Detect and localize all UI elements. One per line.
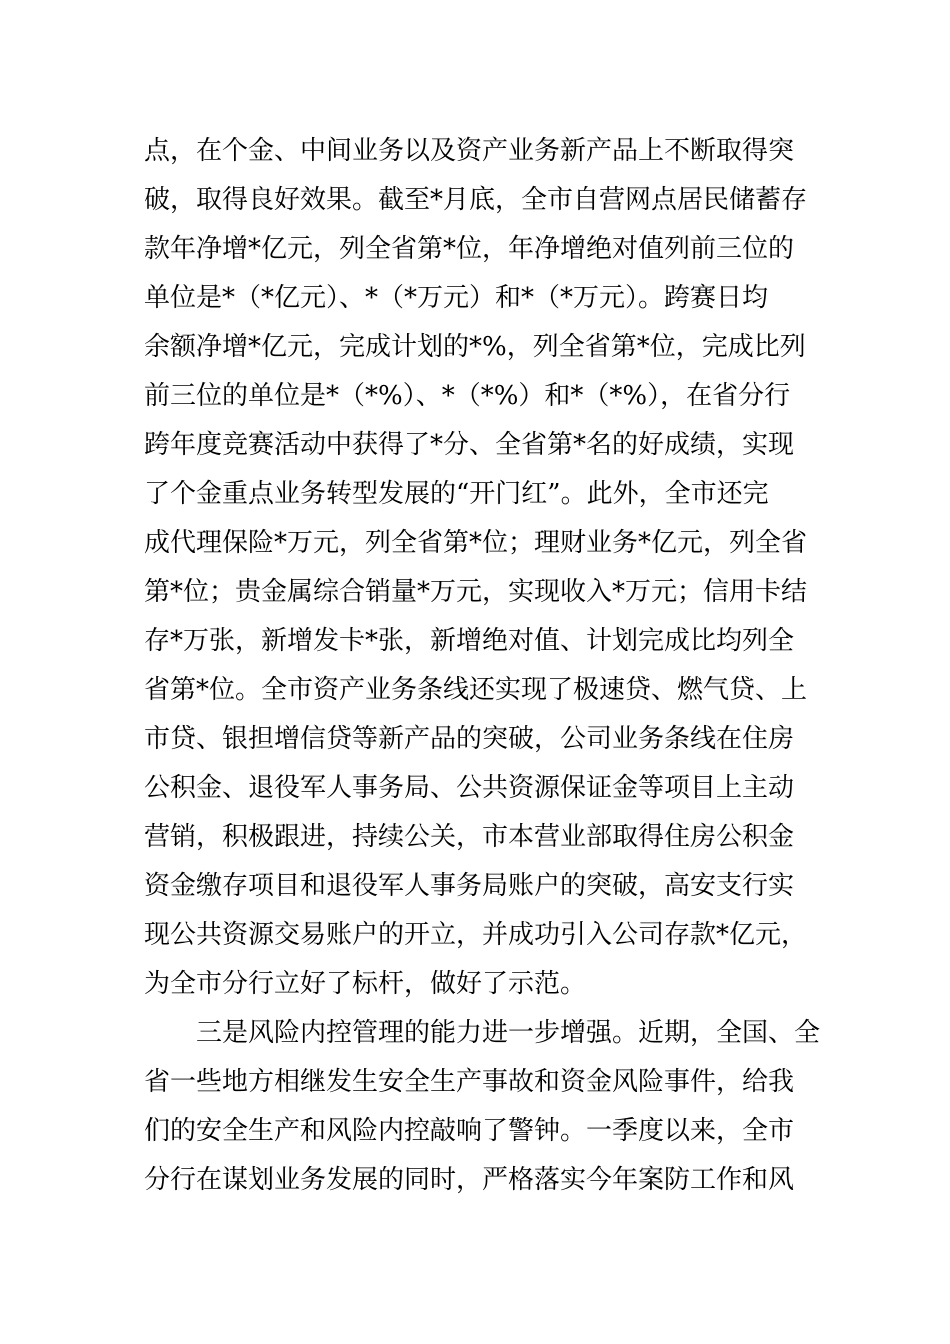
text-line: 存*万张，新增发卡*张，新增绝对值、计划完成比均列全 [144, 626, 795, 656]
text-line: 了个金重点业务转型发展的“开门红”。此外，全市还完 [144, 479, 769, 509]
text-line: 为全市分行立好了标杆，做好了示范。 [144, 969, 587, 999]
text-line: 点，在个金、中间业务以及资产业务新产品上不断取得突 [144, 136, 795, 166]
text-line: 余额净增*亿元，完成计划的*%，列全省第*位，完成比列 [144, 332, 806, 362]
text-line: 分行在谋划业务发展的同时，严格落实今年案防工作和风 [144, 1165, 795, 1195]
text-line: 前三位的单位是*（*%）、*（*%）和*（*%），在省分行 [144, 381, 791, 411]
text-line: 单位是*（*亿元）、*（*万元）和*（*万元）。跨赛日均 [144, 283, 769, 313]
paragraph-first-line: 三是风险内控管理的能力进一步增强。近期，全国、全 [196, 1018, 821, 1048]
text-line: 们的安全生产和风险内控敲响了警钟。一季度以来，全市 [144, 1116, 795, 1146]
text-line: 公积金、退役军人事务局、公共资源保证金等项目上主动 [144, 773, 795, 803]
text-line: 第*位；贵金属综合销量*万元，实现收入*万元；信用卡结 [144, 577, 808, 607]
text-line: 款年净增*亿元，列全省第*位，年净增绝对值列前三位的 [144, 234, 795, 264]
text-line: 现公共资源交易账户的开立，并成功引入公司存款*亿元， [144, 920, 808, 950]
text-line: 省一些地方相继发生安全生产事故和资金风险事件，给我 [144, 1067, 795, 1097]
text-line: 跨年度竞赛活动中获得了*分、全省第*名的好成绩，实现 [144, 430, 795, 460]
text-line: 省第*位。全市资产业务条线还实现了极速贷、燃气贷、上 [144, 675, 808, 705]
text-line: 营销，积极跟进，持续公关，市本营业部取得住房公积金 [144, 822, 795, 852]
text-line: 市贷、银担增信贷等新产品的突破，公司业务条线在住房 [144, 724, 795, 754]
text-line: 破，取得良好效果。截至*月底，全市自营网点居民储蓄存 [144, 185, 808, 215]
text-line: 资金缴存项目和退役军人事务局账户的突破，高安支行实 [144, 871, 795, 901]
text-line: 成代理保险*万元，列全省第*位；理财业务*亿元，列全省 [144, 528, 808, 558]
